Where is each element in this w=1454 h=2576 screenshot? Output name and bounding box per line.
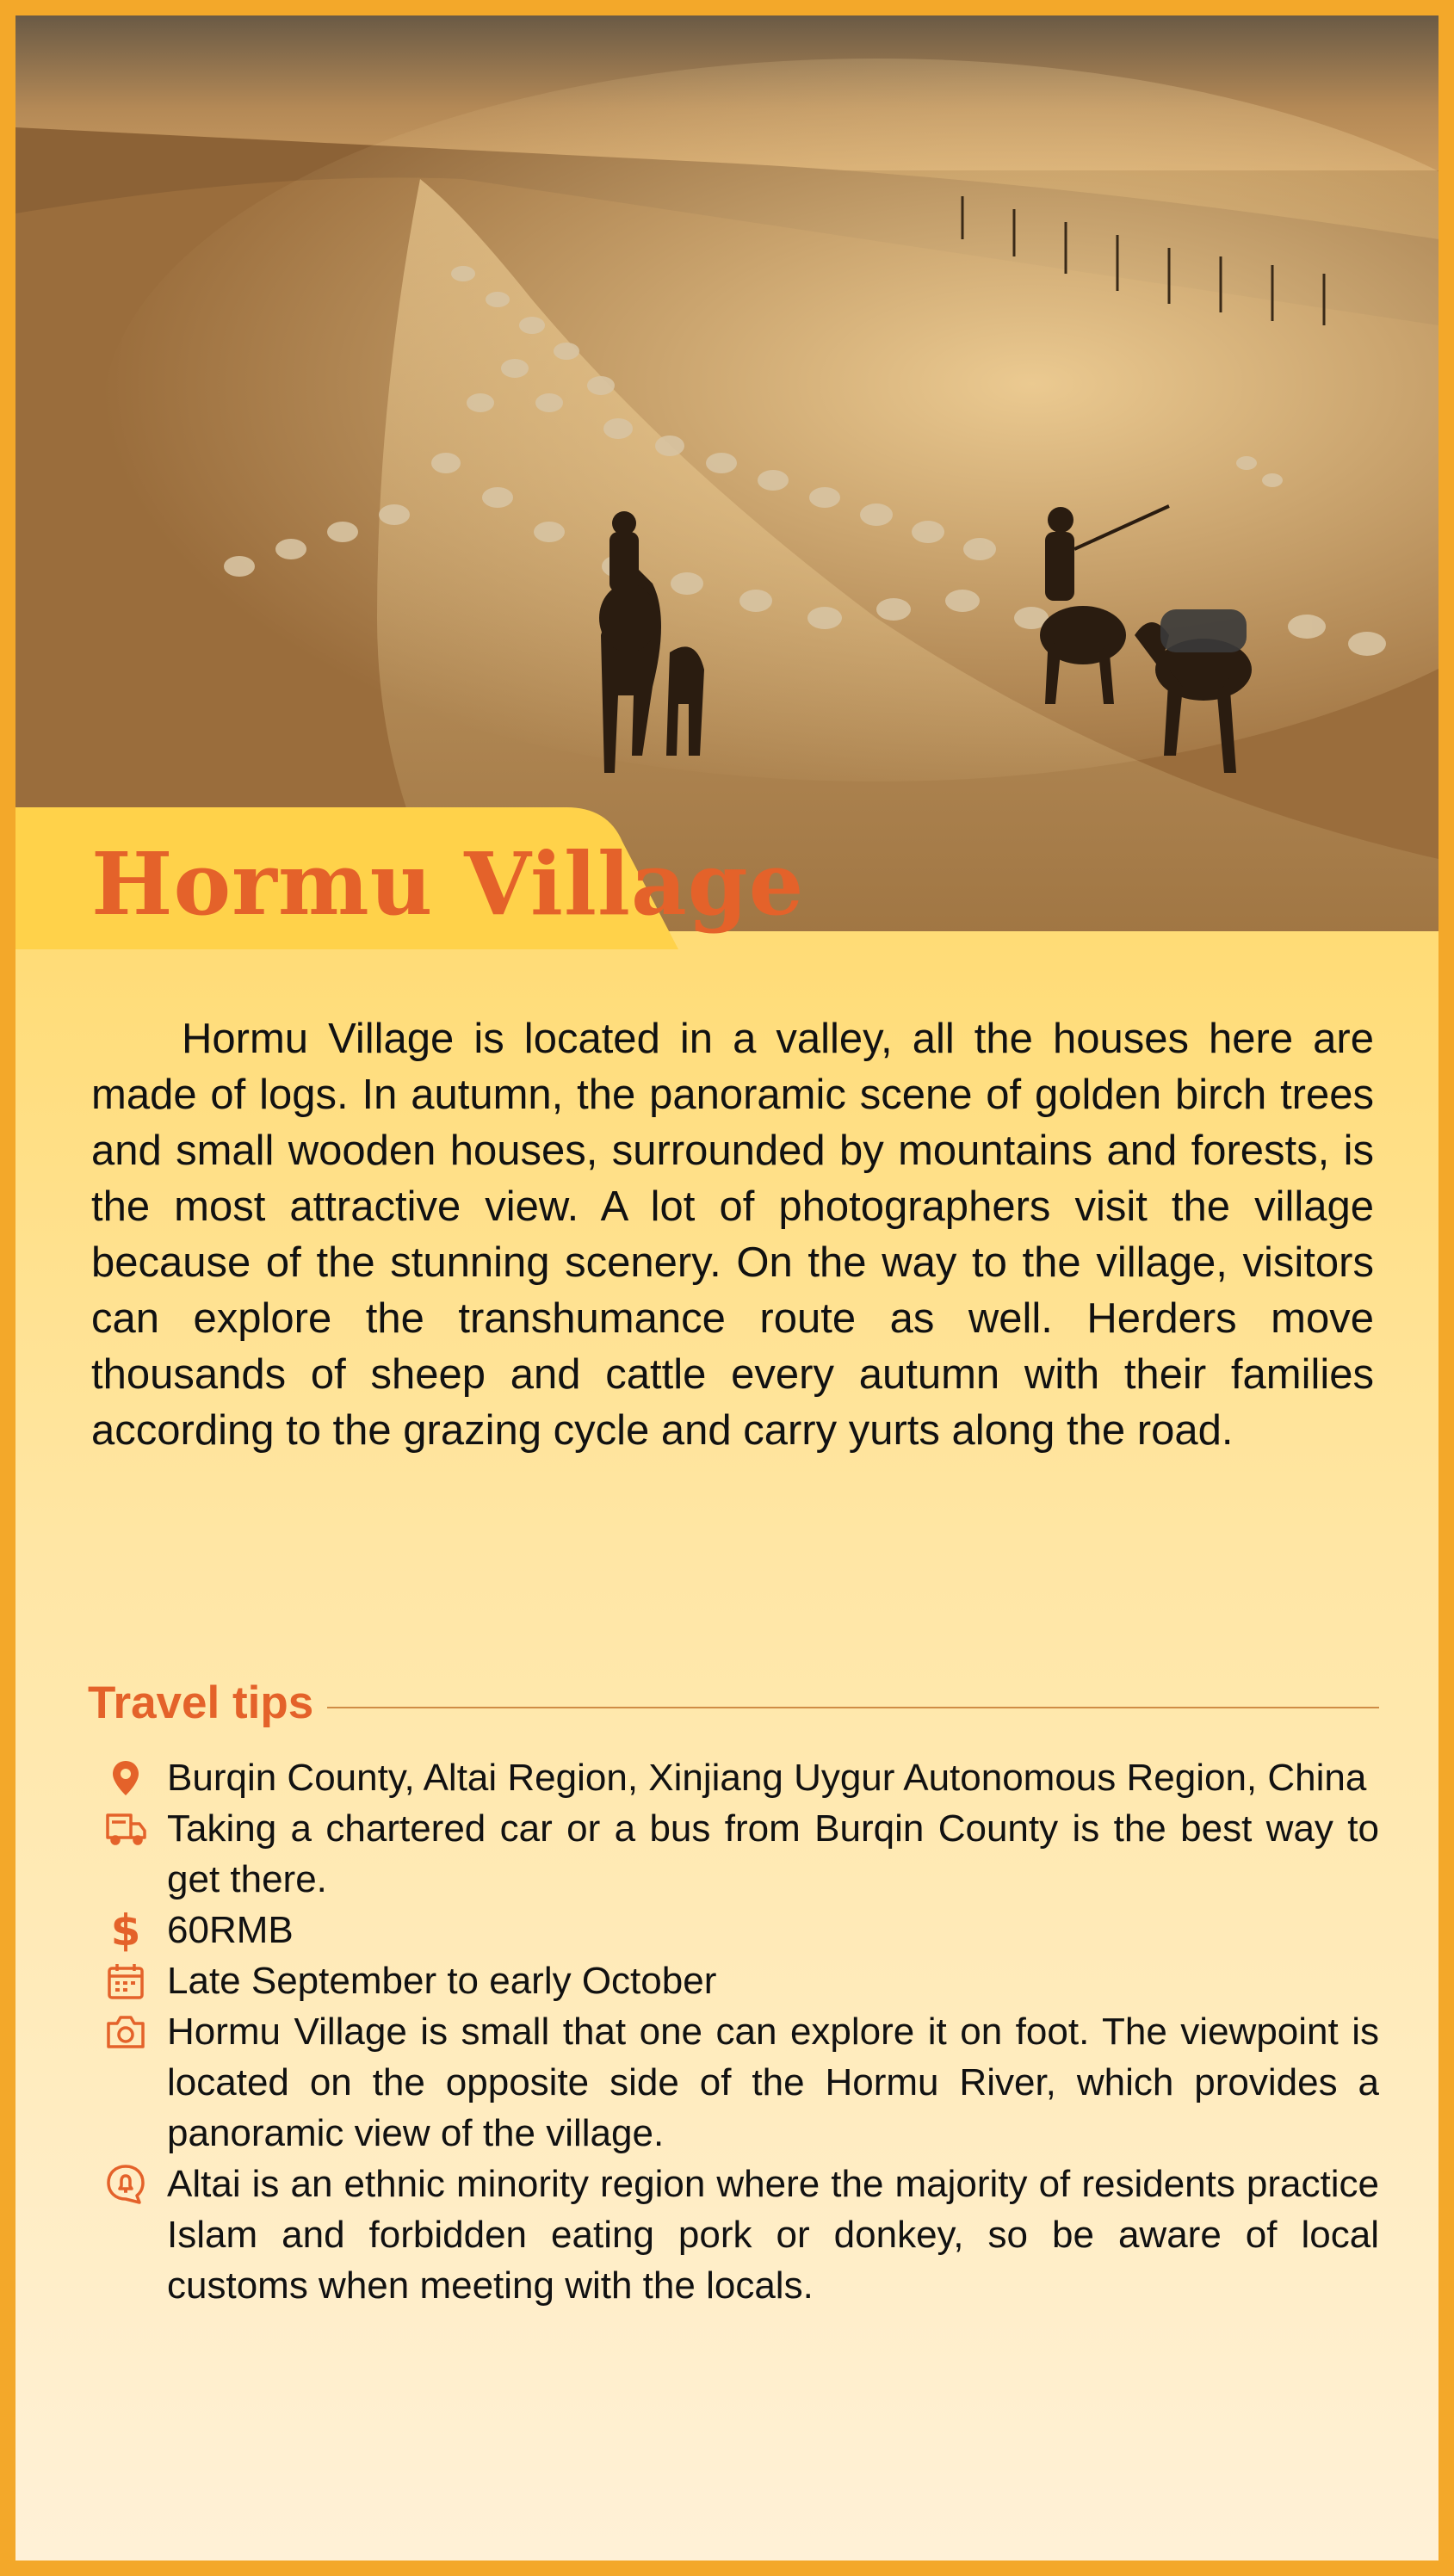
tip-transport — [88, 1803, 1379, 1905]
dollar-icon: $ — [110, 1906, 141, 1955]
tip-text: Hormu Village is small that one can explore it on foot. The viewpoint is located on the opposite side of the Hormu River, which provides a panoramic view of the village. — [167, 2011, 1379, 2154]
tip-viewpoint — [88, 2006, 1379, 2159]
tip-text: Taking a chartered car or a bus from Burqin County is the best way to get there. — [167, 1807, 1379, 1900]
tip-customs — [88, 2159, 1379, 2311]
car-icon — [105, 1808, 146, 1850]
tip-text: 60RMB — [167, 1909, 294, 1951]
travel-tips-header — [88, 1672, 1379, 1733]
camera-icon — [105, 2011, 146, 2053]
bell-icon — [105, 2164, 146, 2205]
calendar-icon — [105, 1961, 146, 2002]
description-paragraph: Hormu Village is located in a valley, all the houses here are made of logs. In autumn, the panoramic scene of golden birch trees and small wooden houses, surrounded by mountains and forests, is the most attractive view. A lot of photographers visit the village because of the stunning scenery. On the way to the village, visitors can explore the transhumance route as well. Herders move thousands of sheep and cattle every autumn with their families according to the grazing cycle and carry yurts along the road. — [91, 1016, 1374, 1454]
tip-location — [88, 1752, 1379, 1803]
tip-text: Altai is an ethnic minority region where the majority of residents practice Islam and forbidden eating pork or donkey, so be aware of local customs when meeting with the locals. — [167, 2163, 1379, 2307]
tip-price — [88, 1905, 1379, 1955]
divider — [327, 1707, 1379, 1708]
tip-text: Late September to early October — [167, 1960, 717, 2002]
tip-season — [88, 1955, 1379, 2006]
hero-photo — [15, 15, 1439, 931]
page-title: Hormu Village — [91, 833, 805, 935]
travel-tips-list — [88, 1752, 1379, 2311]
location-pin-icon — [105, 1757, 146, 1799]
tip-text: Burqin County, Altai Region, Xinjiang Uygur Autonomous Region, China — [167, 1757, 1367, 1799]
travel-tips-title: Travel tips — [88, 1677, 314, 1728]
title-tab — [15, 807, 805, 949]
